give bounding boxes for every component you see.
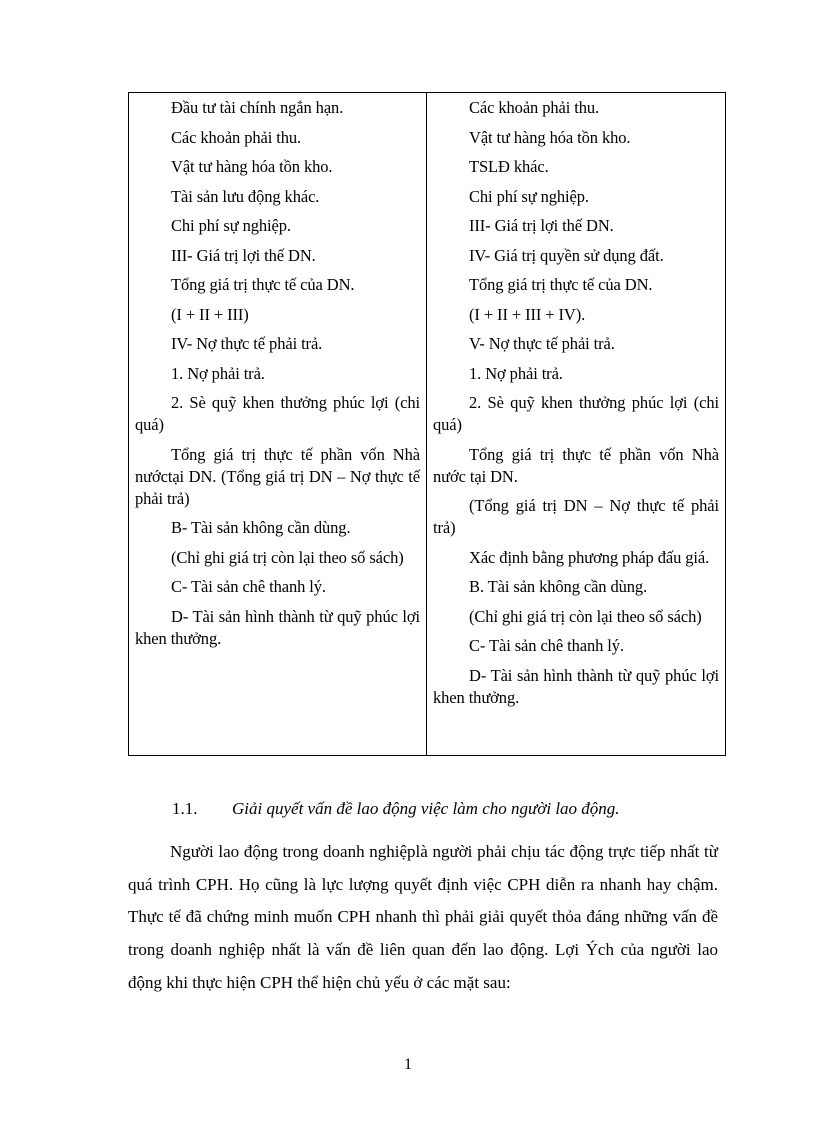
table-cell: 2. Sè quỹ khen thưởng phúc lợi (chi quá) (433, 393, 719, 434)
table-cell: Tổng giá trị thực tế của DN. (469, 275, 653, 294)
table-cell: Các khoản phải thu. (469, 98, 600, 117)
section-number: 1.1. (172, 799, 198, 818)
table-cell: C- Tài sản chê thanh lý. (469, 636, 624, 655)
body-paragraph: Người lao động trong doanh nghiệplà người phải chịu tác động trực tiếp nhất từ quá trình CPH. Họ cũng là lực lượng quyết định việc CPH diễn ra nhanh hay chậm. Thực tế đã chứng minh muốn CPH nhanh thì phải giải quyết thỏa đáng những vấn đề trong doanh nghiệp nhất là vấn đề liên quan đến lao động. Lợi Ých của người lao động khi thực hiện CPH thể hiện chủ yếu ở các mặt sau: (128, 842, 718, 992)
table-cell: Vật tư hàng hóa tồn kho. (469, 127, 631, 147)
table-cell: Xác định bằng phương pháp đấu giá. (469, 547, 710, 567)
table-cell: (Chỉ ghi giá trị còn lại theo sổ sách) (171, 547, 404, 567)
table-cell: TSLĐ khác. (469, 157, 549, 176)
table-cell: 1. Nợ phải trả. (469, 363, 563, 383)
table-cell: 2. Sè quỹ khen thưởng phúc lợi (chi quá) (135, 393, 420, 434)
table-cell: III- Giá trị lợi thế DN. (171, 245, 316, 265)
table-cell: Vật tư hàng hóa tồn kho. (171, 157, 333, 176)
table-cell: B- Tài sản không cần dùng. (171, 518, 351, 537)
table-cell: (Chỉ ghi giá trị còn lại theo sổ sách) (469, 606, 702, 626)
page-number: 1 (404, 1056, 412, 1073)
table-cell: Các khoản phải thu. (171, 127, 302, 147)
table-cell: III- Giá trị lợi thế DN. (469, 216, 614, 235)
section-heading (172, 798, 620, 820)
table-cell: Tổng giá trị thực tế phần vốn Nhà nước tại DN. (433, 444, 719, 486)
table-cell: Đầu tư tài chính ngắn hạn. (171, 98, 344, 117)
section-title: Giải quyết vấn đề lao động việc làm cho người lao động. (232, 799, 620, 818)
table-cell: B. Tài sản không cần dùng. (469, 577, 648, 596)
table-cell: 1. Nợ phải trả. (171, 363, 265, 383)
table-left-column (129, 93, 427, 755)
table-cell: Chi phí sự nghiệp. (469, 186, 589, 206)
table-cell: Tổng giá trị thực tế của DN. (171, 275, 355, 294)
table-cell: (I + II + III + IV). (469, 304, 586, 324)
table-cell: C- Tài sản chê thanh lý. (171, 577, 326, 596)
table-cell: (I + II + III) (171, 304, 249, 324)
table-cell: Chi phí sự nghiệp. (171, 216, 291, 235)
comparison-table (128, 92, 726, 756)
table-cell: IV- Giá trị quyền sử dụng đất. (469, 245, 664, 265)
table-cell: (Tổng giá trị DN – Nợ thực tế phải trả) (433, 496, 719, 537)
table-cell: IV- Nợ thực tế phải trả. (171, 334, 323, 353)
table-cell: Tổng giá trị thực tế phần vốn Nhà nướctại DN. (Tổng giá trị DN – Nợ thực tế phải trả) (135, 444, 420, 508)
table-right-column (427, 93, 725, 755)
table-cell: V- Nợ thực tế phải trả. (469, 334, 615, 353)
table-cell: D- Tài sản hình thành từ quỹ phúc lợi khen thưởng. (135, 606, 420, 648)
table-cell: D- Tài sản hình thành từ quỹ phúc lợi khen thưởng. (433, 665, 719, 707)
table-cell: Tài sản lưu động khác. (171, 186, 320, 206)
